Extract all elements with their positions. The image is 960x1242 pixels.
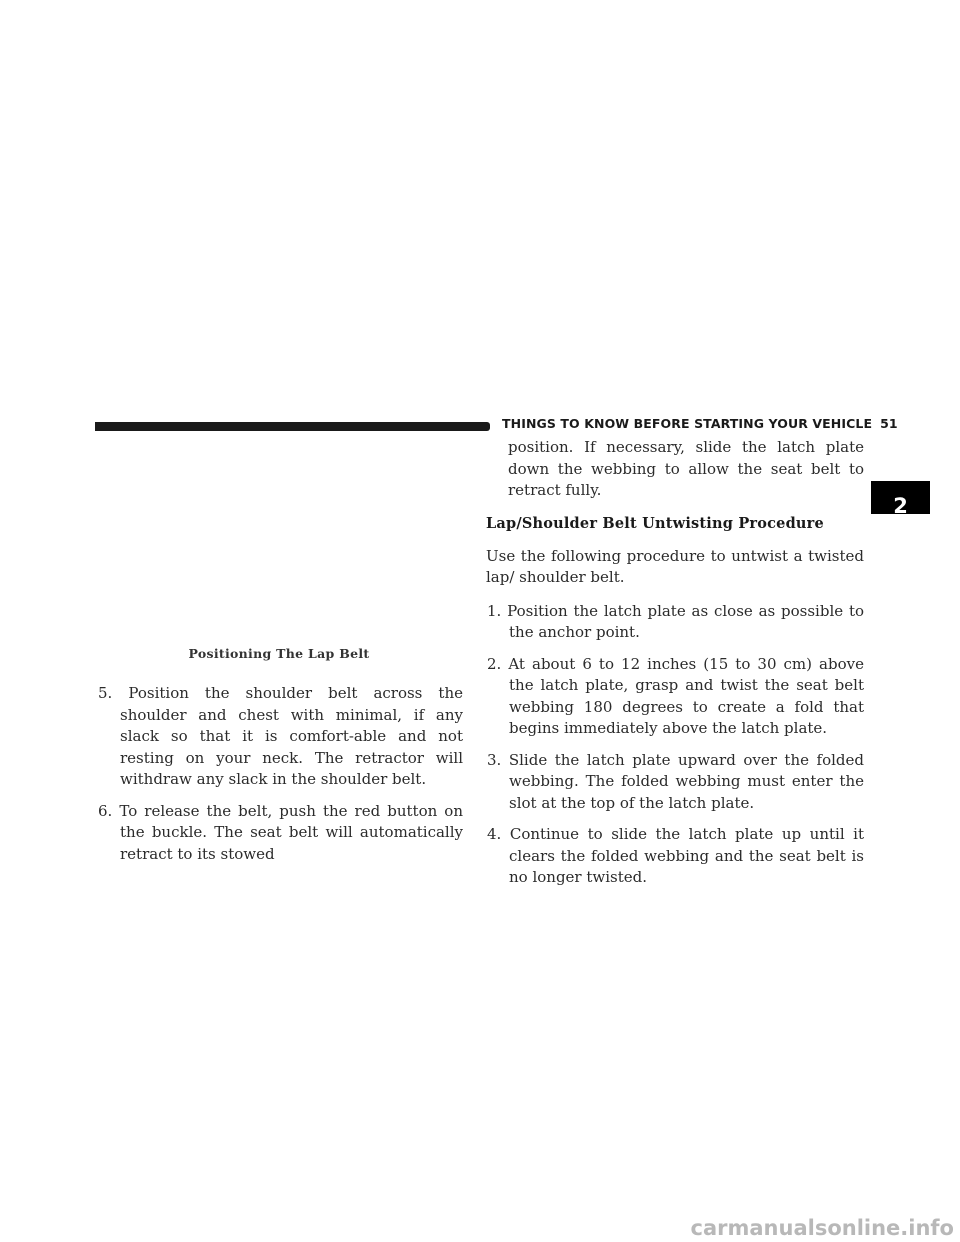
step-6-continuation: position. If necessary, slide the latch plate down the webbing to allow the seat belt to retract fully. [508, 438, 864, 499]
left-column [97, 683, 463, 875]
right-column [486, 437, 864, 899]
running-header [502, 416, 898, 431]
header-rule [95, 422, 490, 431]
watermark: carmanualsonline.info [690, 1216, 954, 1240]
figure-caption: Positioning The Lap Belt [188, 646, 370, 661]
header-title: THINGS TO KNOW BEFORE STARTING YOUR VEHICLE [502, 416, 873, 431]
untwist-step-4: 4. Continue to slide the latch plate up until it clears the folded webbing and the seat belt is no longer twisted. [487, 825, 864, 886]
step-6: 6. To release the belt, push the red button on the buckle. The seat belt will automatically retract to its stowed [98, 801, 463, 863]
section-tab: 2 [871, 481, 930, 514]
page-number: 51 [880, 416, 898, 431]
untwist-step-3: 3. Slide the latch plate upward over the folded webbing. The folded webbing must enter the slot at the top of the latch plate. [487, 750, 864, 812]
intro-paragraph: Use the following procedure to untwist a twisted lap/ shoulder belt. [486, 546, 864, 586]
section-heading: Lap/Shoulder Belt Untwisting Procedure [486, 514, 824, 532]
untwist-step-1: 1. Position the latch plate as close as possible to the anchor point. [487, 601, 864, 641]
step-5: 5. Position the shoulder belt across the shoulder and chest with minimal, if any slack so that it is comfort-able and not resting on your neck. The retractor will withdraw any slack in the shoulder belt. [98, 684, 463, 788]
untwist-step-2: 2. At about 6 to 12 inches (15 to 30 cm) above the latch plate, grasp and twist the seat belt webbing 180 degrees to create a fold that begins immediately above the latch plate. [487, 654, 864, 737]
